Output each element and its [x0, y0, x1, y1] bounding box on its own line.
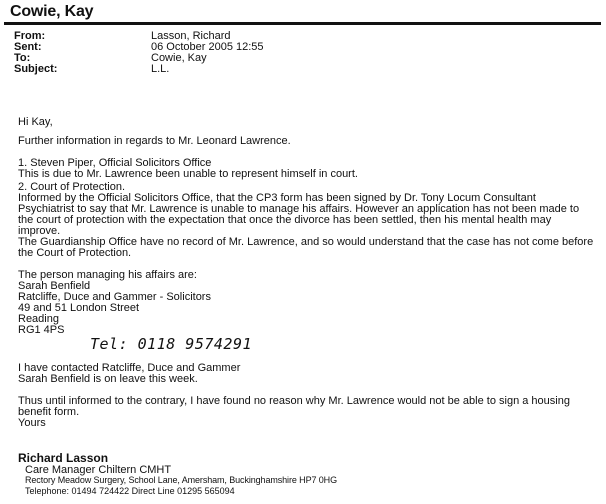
sent-value: 06 October 2005 12:55 [151, 41, 264, 53]
greeting: Hi Kay, [18, 116, 53, 128]
mailbox-owner-header [4, 3, 600, 23]
from-value: Lasson, Richard [151, 30, 231, 42]
mailbox-owner-name: Cowie, Kay [10, 3, 94, 20]
signature-name: Richard Lasson [18, 451, 109, 465]
address-line: RG1 4PS [18, 324, 65, 336]
item-2-title: 2. Court of Protection. [18, 181, 125, 193]
intro-line: Further information in regards to Mr. Leonard Lawrence. [18, 135, 291, 147]
handwritten-telephone: Tel: 0118 9574291 [90, 335, 253, 353]
item-2-line: the court of protection with the expectation that once the divorce has been settled, then his mental health may [18, 214, 552, 226]
manager-intro: The person managing his affairs are: [18, 269, 197, 281]
guardianship-line: the Court of Protection. [18, 247, 132, 259]
item-2-line: Informed by the Official Solicitors Office, that the CP3 form has been signed by Dr. Tony Locum Consultant [18, 192, 536, 204]
contacted-line: Sarah Benfield is on leave this week. [18, 373, 198, 385]
address-line: 49 and 51 London Street [18, 302, 140, 314]
subject-value: L.L. [151, 63, 170, 75]
signature-telephone: Telephone: 01494 724422 Direct Line 01295 565094 [25, 486, 235, 496]
item-2-line: Psychiatrist to say that Mr. Lawrence is unable to manage his affairs. However an application has not been made to [18, 203, 580, 215]
guardianship-line: The Guardianship Office have no record of Mr. Lawrence, and so would understand that the case has not come before [18, 236, 594, 248]
signature-role: Care Manager Chiltern CMHT [25, 464, 172, 476]
header-divider [4, 22, 601, 25]
signoff: Yours [18, 417, 46, 429]
to-value: Cowie, Kay [151, 52, 207, 64]
item-1-text: This is due to Mr. Lawrence been unable to represent himself in court. [18, 168, 358, 180]
sent-label: Sent: [14, 41, 42, 53]
signature-address: Rectory Meadow Surgery, School Lane, Amersham, Buckinghamshire HP7 0HG [25, 475, 337, 485]
contacted-line: I have contacted Ratcliffe, Duce and Gammer [18, 362, 241, 374]
address-line: Ratcliffe, Duce and Gammer - Solicitors [18, 291, 211, 303]
item-2-line: improve. [18, 225, 61, 237]
to-label: To: [14, 52, 31, 64]
subject-label: Subject: [14, 63, 58, 75]
item-1-title: 1. Steven Piper, Official Solicitors Office [18, 157, 212, 169]
closing-line: Thus until informed to the contrary, I have found no reason why Mr. Lawrence would not be able to sign a housing [18, 395, 570, 407]
from-label: From: [14, 30, 46, 42]
address-line: Sarah Benfield [18, 280, 91, 292]
closing-line: benefit form. [18, 406, 80, 418]
address-line: Reading [18, 313, 59, 325]
